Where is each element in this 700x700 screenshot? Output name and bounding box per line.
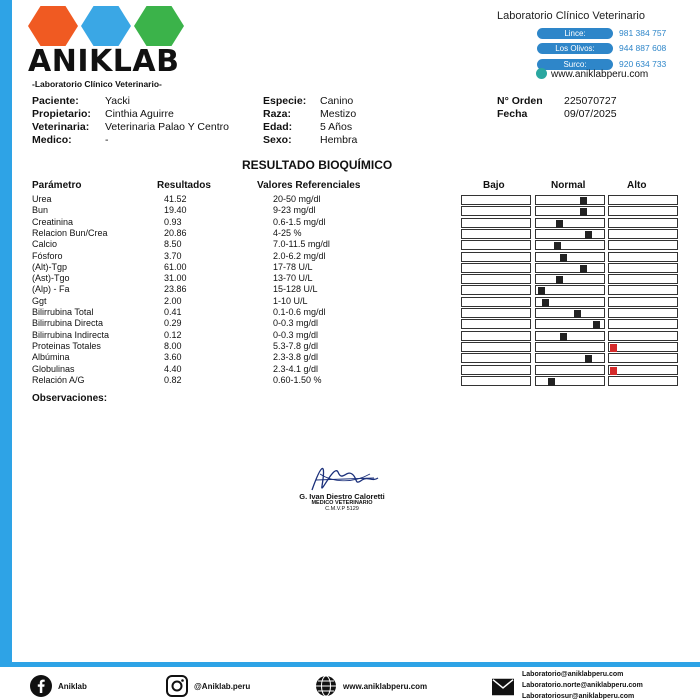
gauge-alto (608, 353, 678, 363)
level-marker (610, 367, 617, 375)
result-value: 3.70 (164, 250, 182, 261)
reference-range: 7.0-11.5 mg/dl (273, 239, 330, 250)
param-name: Bilirrubina Indirecta (32, 329, 110, 340)
level-marker (542, 299, 549, 307)
signature-name: G. Ivan Diestro Caloretti (299, 492, 385, 501)
result-value: 2.00 (164, 295, 182, 306)
param-name: (Alt)-Tgp (32, 261, 68, 272)
phone-los-olivos: Los Olivos: 944 887 608 (537, 43, 677, 55)
header-alto: Alto (627, 180, 647, 191)
reference-range: 13-70 U/L (273, 273, 313, 284)
param-name: Globulinas (32, 363, 75, 374)
level-marker (538, 287, 545, 295)
observaciones-label: Observaciones: (32, 393, 108, 404)
medico-value: - (105, 134, 109, 146)
footer (0, 662, 700, 700)
gauge-bajo (461, 308, 531, 318)
level-marker (610, 344, 617, 352)
gauge-normal (535, 353, 605, 363)
logo-hexagon-blue (81, 6, 131, 46)
param-name: Bilirrubina Total (32, 307, 94, 317)
gauge-normal (535, 229, 605, 239)
param-name: Proteinas Totales (32, 340, 101, 351)
email-link[interactable]: Laboratorio@aniklabperu.com (522, 671, 624, 678)
level-marker (580, 265, 587, 273)
orden-value: 225070727 (564, 95, 617, 107)
reference-range: 1-10 U/L (273, 295, 308, 306)
param-name: Creatinina (32, 216, 74, 227)
gauge-bajo (461, 274, 531, 284)
result-value: 61.00 (164, 261, 187, 272)
level-marker (580, 208, 587, 216)
gauge-bajo (461, 342, 531, 352)
gauge-normal (535, 319, 605, 329)
gauge-alto (608, 229, 678, 239)
gauge-normal (535, 297, 605, 307)
gauge-normal (535, 308, 605, 318)
result-value: 0.12 (164, 329, 182, 340)
reference-range: 5.3-7.8 g/dl (273, 340, 319, 351)
param-name: Relación A/G (32, 374, 85, 385)
reference-range: 0.60-1.50 % (273, 374, 322, 385)
paciente-label: Paciente: (32, 95, 79, 107)
level-marker (580, 197, 587, 205)
result-value: 8.50 (164, 239, 182, 250)
reference-range: 0.6-1.5 mg/dl (273, 216, 326, 227)
result-value: 0.82 (164, 374, 182, 385)
gauge-alto (608, 274, 678, 284)
level-marker (554, 242, 561, 250)
gauge-alto (608, 319, 678, 329)
gauge-bajo (461, 206, 531, 216)
email-link[interactable]: Laboratoriosur@aniklabperu.com (522, 693, 635, 700)
gauge-bajo (461, 263, 531, 273)
header-normal: Normal (551, 180, 586, 191)
veterinaria-label: Veterinaria: (32, 121, 90, 133)
param-name: Fósforo (32, 250, 63, 261)
level-marker (574, 310, 581, 318)
gauge-alto (608, 285, 678, 295)
mail-icon (492, 676, 514, 698)
paciente-value: Yacki (105, 95, 130, 107)
level-marker (585, 231, 592, 239)
gauge-normal (535, 376, 605, 386)
sexo-value: Hembra (320, 134, 358, 146)
gauge-bajo (461, 376, 531, 386)
raza-value: Mestizo (320, 108, 357, 120)
gauge-alto (608, 365, 678, 375)
fecha-label: Fecha (497, 108, 528, 120)
param-name: Urea (32, 194, 52, 204)
level-marker (556, 276, 563, 284)
result-value: 20.86 (164, 227, 187, 238)
reference-range: 4-25 % (273, 227, 302, 238)
gauge-normal (535, 218, 605, 228)
result-value: 0.29 (164, 318, 182, 329)
level-marker (560, 333, 567, 341)
left-accent-bar (0, 0, 12, 662)
gauge-normal (535, 285, 605, 295)
gauge-normal (535, 274, 605, 284)
facebook-icon (30, 675, 52, 697)
gauge-bajo (461, 252, 531, 262)
orden-label: N° Orden (497, 95, 543, 107)
gauge-bajo (461, 229, 531, 239)
result-value: 0.93 (164, 216, 182, 227)
gauge-alto (608, 240, 678, 250)
logo-tagline: -Laboratorio Clínico Veterinario- (32, 79, 162, 89)
level-marker (593, 321, 600, 329)
reference-range: 20-50 mg/dl (273, 194, 321, 204)
gauge-normal (535, 195, 605, 205)
param-name: Calcio (32, 239, 58, 250)
reference-range: 9-23 mg/dl (273, 205, 316, 216)
param-name: Bilirrubina Directa (32, 318, 104, 329)
result-value: 19.40 (164, 205, 187, 216)
level-marker (548, 378, 555, 386)
propietario-label: Propietario: (32, 108, 91, 120)
gauge-normal (535, 331, 605, 341)
result-value: 23.86 (164, 284, 187, 295)
param-name: (Alp) - Fa (32, 284, 70, 295)
logo-hexagon-orange (28, 6, 78, 46)
logo-hexagon-green (134, 6, 184, 46)
result-value: 31.00 (164, 273, 187, 284)
gauge-bajo (461, 195, 531, 205)
gauge-normal (535, 206, 605, 216)
result-value: 4.40 (164, 363, 182, 374)
result-value: 0.41 (164, 307, 182, 317)
level-marker (585, 355, 592, 363)
result-value: 3.60 (164, 352, 182, 363)
signature-role: MEDICO VETERINARIO (311, 500, 373, 506)
gauge-alto (608, 252, 678, 262)
raza-label: Raza: (263, 108, 292, 120)
aniklab-logo (28, 6, 193, 89)
fecha-value: 09/07/2025 (564, 108, 617, 120)
gauge-alto (608, 308, 678, 318)
especie-value: Canino (320, 95, 354, 107)
header-website[interactable]: www.aniklabperu.com (536, 68, 648, 80)
gauge-alto (608, 206, 678, 216)
param-name: (Ast)-Tgo (32, 273, 70, 284)
gauge-normal (535, 342, 605, 352)
gauge-alto (608, 218, 678, 228)
logo-wordmark: ANIKLAB (28, 44, 180, 79)
param-name: Bun (32, 205, 49, 216)
gauge-normal (535, 240, 605, 250)
lab-name: Laboratorio Clínico Veterinario (497, 10, 645, 22)
especie-label: Especie: (263, 95, 307, 107)
footer-emails (522, 669, 643, 700)
email-link[interactable]: Laboratorio.norte@aniklabperu.com (522, 682, 643, 689)
signature-cmvp: C.M.V.P 5129 (325, 506, 359, 512)
gauge-alto (608, 297, 678, 307)
gauge-normal (535, 263, 605, 273)
header-bajo: Bajo (483, 180, 505, 191)
gauge-alto (608, 342, 678, 352)
gauge-bajo (461, 297, 531, 307)
reference-range: 0.1-0.6 mg/dl (273, 307, 326, 317)
gauge-alto (608, 195, 678, 205)
report-title: RESULTADO BIOQUÍMICO (242, 158, 393, 172)
gauge-normal (535, 252, 605, 262)
header-valores: Valores Referenciales (257, 180, 361, 191)
result-value: 8.00 (164, 340, 182, 351)
gauge-bajo (461, 319, 531, 329)
level-marker (556, 220, 563, 228)
reference-range: 2.0-6.2 mg/dl (273, 250, 326, 261)
gauge-alto (608, 263, 678, 273)
footer-instagram[interactable]: @Aniklab.peru (166, 675, 250, 697)
gauge-alto (608, 331, 678, 341)
param-name: Relacion Bun/Crea (32, 227, 108, 238)
gauge-normal (535, 365, 605, 375)
instagram-icon (166, 675, 188, 697)
reference-range: 0-0.3 mg/dl (273, 329, 319, 340)
footer-website[interactable]: www.aniklabperu.com (315, 675, 427, 697)
globe-icon (536, 68, 547, 79)
reference-range: 2.3-4.1 g/dl (273, 363, 319, 374)
gauge-bajo (461, 331, 531, 341)
gauge-bajo (461, 240, 531, 250)
edad-label: Edad: (263, 121, 293, 133)
header-resultados: Resultados (157, 180, 211, 191)
header-parametro: Parámetro (32, 180, 82, 191)
gauge-bajo (461, 365, 531, 375)
phone-lince: Lince: 981 384 757 (537, 28, 677, 40)
footer-facebook[interactable]: Aniklab (30, 675, 87, 697)
reference-range: 2.3-3.8 g/dl (273, 352, 319, 363)
param-name: Ggt (32, 295, 47, 306)
reference-range: 17-78 U/L (273, 261, 313, 272)
gauge-bajo (461, 218, 531, 228)
gauge-bajo (461, 285, 531, 295)
propietario-value: Cinthia Aguirre (105, 108, 174, 120)
reference-range: 15-128 U/L (273, 284, 318, 295)
veterinaria-value: Veterinaria Palao Y Centro (105, 121, 229, 133)
param-name: Albúmina (32, 352, 70, 363)
medico-label: Medico: (32, 134, 72, 146)
phone-surco: Surco: 920 634 733 (537, 59, 677, 71)
result-value: 41.52 (164, 194, 187, 204)
edad-value: 5 Años (320, 121, 353, 133)
level-marker (560, 254, 567, 262)
gauge-alto (608, 376, 678, 386)
reference-range: 0-0.3 mg/dl (273, 318, 319, 329)
sexo-label: Sexo: (263, 134, 292, 146)
globe-icon (315, 675, 337, 697)
gauge-bajo (461, 353, 531, 363)
